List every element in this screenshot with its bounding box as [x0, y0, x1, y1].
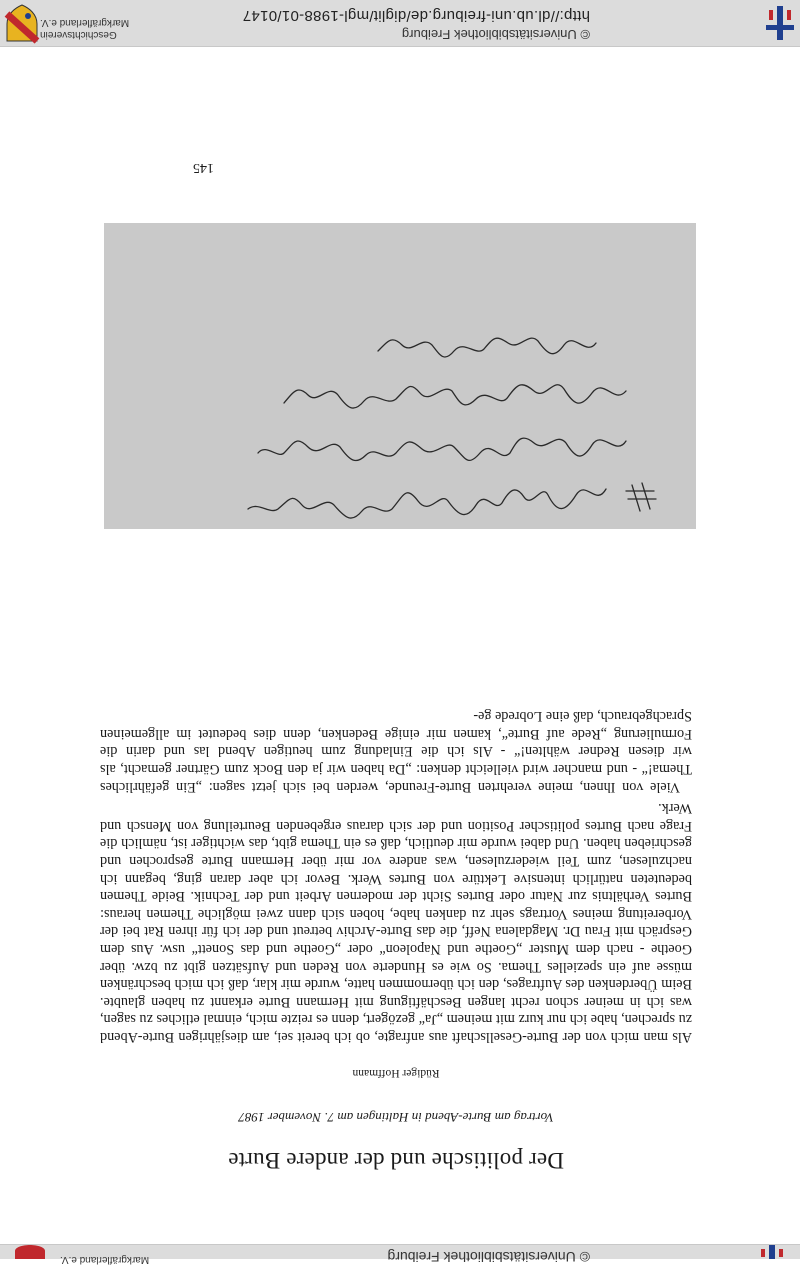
header-credit: © Universitätsbibliothek Freiburg — [387, 1249, 590, 1265]
header-society: Markgräflerland e.V. — [60, 1254, 150, 1265]
article-subtitle: Vortrag am Burte-Abend in Haltingen am 7. November 1987 — [238, 1110, 554, 1125]
article — [100, 707, 692, 1173]
article-author: Rüdiger Hoffmann — [352, 1067, 440, 1079]
article-title: Der politische und der andere Burte — [228, 1148, 564, 1173]
page-number: 145 — [193, 160, 214, 175]
paragraph-2: Viele von Ihnen, meine verehrten Burte-Freunde, werden bei sich jetzt sagen: „Ein gefährliches Thema!“ - und mancher wird vielleicht denken: „Da haben wir ja den Bock zum Gärtner gemacht, als wir diesen Redner wählten!“ - Als ich die Einladung zum heutigen Abend las und darin die Formulierung „Rede auf Burte“, kamen mir einige Bedenken, denn dies bedeutet im allgemeinen Sprachgebrauch, daß eine Lobrede ge- — [100, 708, 692, 795]
society-line-2: Markgräflerland e.V. — [40, 17, 130, 28]
society-name — [40, 16, 160, 40]
coat-of-arms-icon — [4, 4, 40, 44]
handwriting-scribbles — [104, 223, 696, 529]
viewer-header — [0, 1244, 800, 1265]
article-body — [100, 707, 692, 1045]
viewer-footer — [0, 0, 800, 47]
university-logo-top-icon — [752, 1245, 792, 1259]
coat-of-arms-top-icon — [12, 1245, 48, 1259]
paragraph-1: Als man mich von der Burte-Gesellschaft aus anfragte, ob ich bereit sei, am diesjährigen Burte-Abend zu sprechen, habe ich nur kurz mit meinem „Ja“ gezögert, denn es reizte mich, einmal etliches zu sagen, was ich in meiner schon recht langen Beschäftigung mit Hermann Burte erkannt zu haben glaubte. Beim Überdenken des Auftrages, den ich übernommen hatte, wurde mir klar, daß ich mich beschränken müsse auf ein spezielles Thema. So wie es Hunderte von Reden und Aufsätzen gibt zu bzw. über Goethe - nach dem Muster „Goethe und Napoleon“ oder „Goethe und das Sonett“ usw. Aus dem Gespräch mit Frau Dr. Magdalena Neff, die das Burte-Archiv betreut und der ich für ihren Rat bei der Vorbereitung meines Vortrags sehr zu danken habe, hoben sich dann zwei mögliche Themen heraus: Burtes Verhältnis zur Natur oder Burtes Sicht der modernen Arbeit und der Technik. Beide Themen bedeuteten natürlich intensive Lektüre von Burtes Werk. Bevor ich aber daran ging, begann ich nachzulesen, zum Teil wiederzulesen, was andere vor mir über Hermann Burte gesprochen und geschrieben haben. Und dabei wurde mir deutlich, daß es ein Thema gibt, das wichtiger ist, nämlich die Frage nach Burtes politischer Position und der sich daraus ergebenden Beurteilung von Mensch und Werk. — [100, 800, 692, 1045]
society-line-1: Geschichtsverein — [40, 29, 117, 40]
university-logo-icon — [760, 0, 800, 46]
handwriting-facsimile — [104, 223, 696, 529]
permalink-url[interactable]: http://dl.ub.uni-freiburg.de/diglit/mgl-1988-01/0147 — [242, 7, 590, 24]
copyright-credit: © Universitätsbibliothek Freiburg — [401, 27, 590, 42]
